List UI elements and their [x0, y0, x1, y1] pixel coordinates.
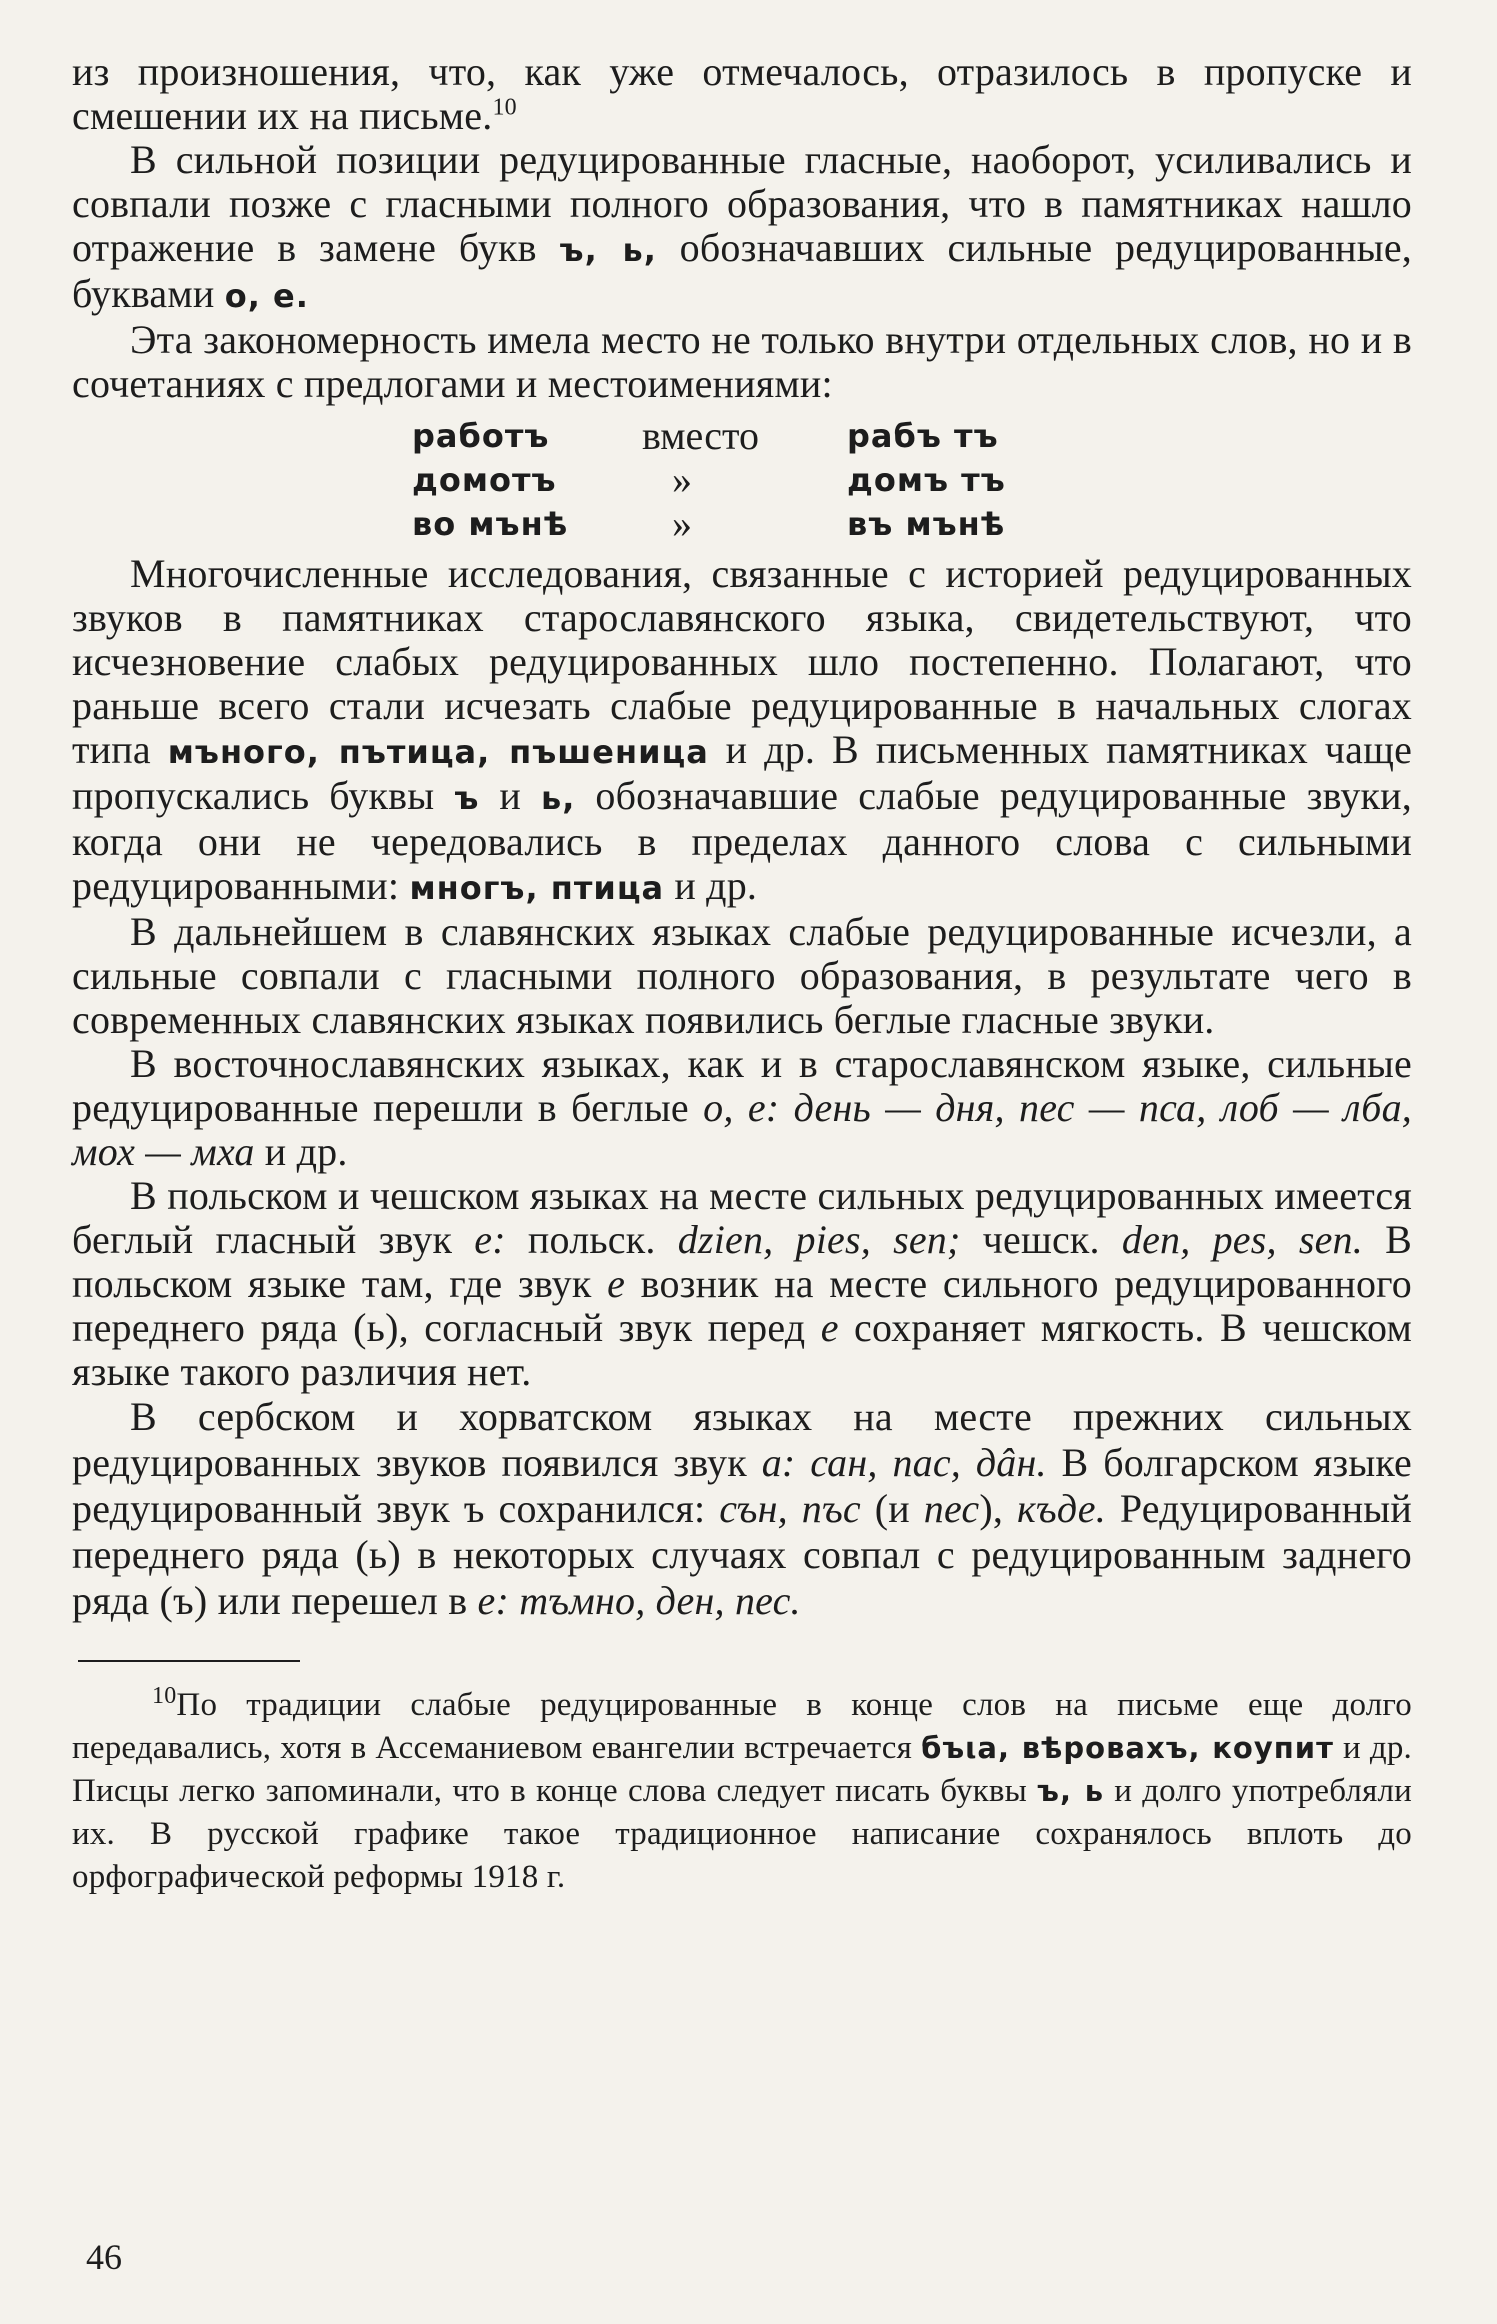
italic-examples: е:: [474, 1217, 506, 1262]
page-body: [72, 50, 1412, 1899]
ocs-letters: ь,: [540, 779, 576, 817]
example-source: рабъ тъ: [847, 417, 999, 455]
italic-examples: е: тъмно, ден, пес.: [477, 1578, 801, 1623]
text: В польском языке там, где звук: [72, 1217, 1412, 1306]
paragraph-7: [72, 1174, 1412, 1394]
example-word: вместо: [642, 413, 759, 458]
example-source: въ мънѣ: [847, 505, 1006, 543]
text: возник на месте сильного редуцированного переднего ряда (ь), согласный звук перед: [72, 1261, 1412, 1350]
text: В сербском и хорватском языках на месте прежних сильных редуцированных звуков появился звук: [72, 1394, 1412, 1485]
text: и: [479, 773, 541, 818]
text: чешск.: [960, 1217, 1122, 1262]
italic-examples: е: [607, 1261, 626, 1306]
example-row: [72, 414, 1412, 458]
italic-examples: къде.: [1017, 1486, 1106, 1531]
italic-examples: о, е: день — дня, пес — пса, лоб — лба, мох — мха: [72, 1085, 1412, 1174]
text: В восточнославянских языках, как и в старославянском языке, сильные редуцированные перешли в беглые: [72, 1041, 1412, 1130]
example-source: домъ тъ: [847, 461, 1006, 499]
text: и др. Писцы легко запоминали, что в конце слова следует писать буквы: [72, 1730, 1412, 1809]
italic-examples: dzien, pies, sen;: [677, 1217, 961, 1262]
examples-table: [72, 414, 1412, 546]
italic-examples: а: сан, пас, дâн.: [761, 1440, 1047, 1485]
footnote: [72, 1684, 1412, 1899]
footnote-divider: [78, 1660, 300, 1662]
text: обозначавшие слабые редуцированные звуки, когда они не чередовались в пределах данного слова с сильными редуцированными:: [72, 773, 1412, 908]
ocs-letters: ъ, ь,: [559, 231, 657, 269]
ocs-words: бъιа, вѣровахъ, коупит: [921, 1731, 1334, 1765]
text: В болгарском языке редуцированный звук ъ сохранился:: [72, 1440, 1412, 1531]
ocs-letters: ъ: [454, 779, 480, 817]
text: В дальнейшем в славянских языках слабые редуцированные исчезли, а сильные совпали с гласными полного образования, в результате чего в современных славянских языках появились беглые гласные звуки.: [72, 909, 1412, 1042]
paragraph-4: [72, 552, 1412, 910]
text: и долго употребляли их. В русской графике такое традиционное написание сохранялось вплоть до орфографической реформы 1918 г.: [72, 1773, 1412, 1895]
page-number: 46: [86, 2237, 122, 2277]
text: из произношения, что, как уже отмечалось, отразилось в пропуске и смешении их на письме.: [72, 49, 1412, 138]
paragraph-2: [72, 138, 1412, 318]
text: ),: [979, 1486, 1018, 1531]
italic-examples: den, pes, sen.: [1121, 1217, 1363, 1262]
text: польск.: [505, 1217, 678, 1262]
text: и др. В письменных памятниках чаще пропускались буквы: [72, 727, 1413, 818]
paragraph-8: [72, 1394, 1412, 1624]
ocs-letters: ъ, ь: [1037, 1774, 1105, 1808]
ocs-letters: о, е.: [224, 277, 309, 315]
italic-examples: пес: [923, 1486, 980, 1531]
footnote-number: 10: [152, 1683, 177, 1709]
text: и др.: [254, 1129, 348, 1174]
text: По традиции слабые редуцированные в конце слов на письме еще долго передавались, хотя в Ассеманиевом евангелии встречается: [72, 1687, 1412, 1766]
text: В польском и чешском языках на месте сильных редуцированных имеется беглый гласный звук: [72, 1173, 1412, 1262]
example-original: во мънѣ: [412, 505, 569, 543]
example-original: работъ: [412, 417, 550, 455]
example-original: домотъ: [412, 461, 557, 499]
text: сохраняет мягкость. В чешском языке такого различия нет.: [72, 1305, 1412, 1394]
example-word: »: [672, 501, 692, 546]
italic-examples: е: [820, 1305, 839, 1350]
paragraph-1: [72, 50, 1412, 138]
text: и др.: [664, 863, 758, 908]
ocs-words: многъ, птица: [409, 869, 665, 907]
text: Эта закономерность имела место не только внутри отдельных слов, но и в сочетаниях с предлогами и местоимениями:: [72, 317, 1412, 406]
text: В сильной позиции редуцированные гласные, наоборот, усиливались и совпали позже с гласными полного образования, что в памятниках нашло отражение в замене букв: [72, 137, 1412, 270]
text: Многочисленные исследования, связанные с историей редуцированных звуков в памятниках старославянского языка, свидетельствуют, что исчезновение слабых редуцированных шло постепенно. Полагают, что раньше всего стали исчезать слабые редуцированные в начальных слогах типа: [72, 551, 1412, 772]
text: Редуцированный переднего ряда (ь) в некоторых случаях совпал с редуцированным заднего ряда (ъ) или перешел в: [72, 1486, 1412, 1623]
footnote-text: [72, 1684, 1412, 1899]
paragraph-3: [72, 318, 1412, 406]
paragraph-6: [72, 1042, 1412, 1174]
example-row: [72, 502, 1412, 546]
paragraph-5: [72, 910, 1412, 1042]
text: обозначавших сильные редуцированные, буквами: [72, 225, 1413, 316]
ocs-words: мъного, пътица, пъшеница: [167, 733, 709, 771]
example-word: »: [672, 457, 692, 502]
footnote-ref[interactable]: 10: [492, 94, 517, 121]
example-row: [72, 458, 1412, 502]
text: (и: [860, 1486, 924, 1531]
italic-examples: сън, пъс: [719, 1486, 861, 1531]
